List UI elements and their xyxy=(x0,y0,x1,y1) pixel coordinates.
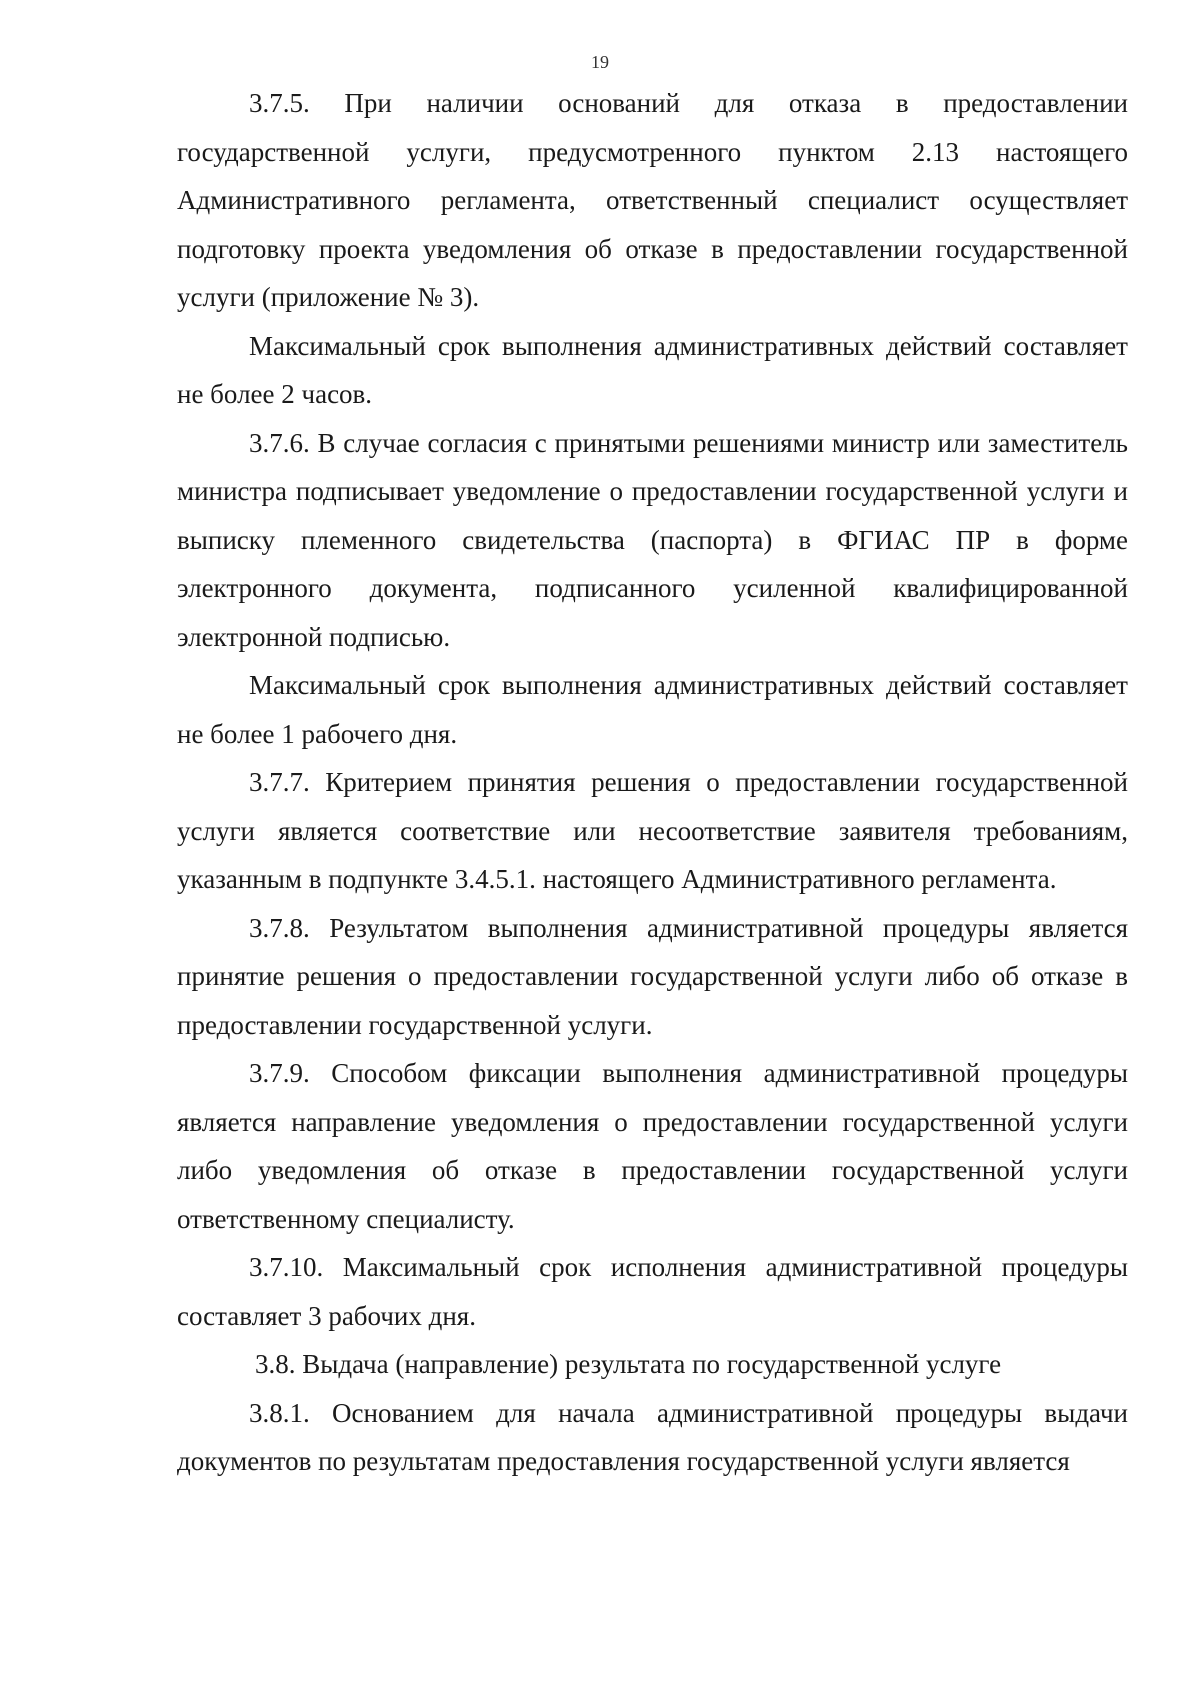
paragraph-3-7-9: 3.7.9. Способом фиксации выполнения административной процедуры является направление уведомления о предоставлении государственной услуги либо уведомления об отказе в предоставлении государственной услуги ответственному специалисту. xyxy=(177,1058,1128,1234)
paragraph-max-time-2-hours: Максимальный срок выполнения административных действий составляет не более 2 часов. xyxy=(177,330,1128,409)
section-heading-3-8: 3.8. Выдача (направление) результата по государственной услуге xyxy=(255,1349,1002,1379)
paragraph-max-time-1-day: Максимальный срок выполнения административных действий составляет не более 1 рабочего дня. xyxy=(177,670,1128,749)
page-number: 19 xyxy=(591,52,609,72)
paragraph-3-7-8: 3.7.8. Результатом выполнения административной процедуры является принятие решения о предоставлении государственной услуги либо об отказе в предоставлении государственной услуги. xyxy=(177,912,1128,1040)
document-body xyxy=(177,79,1128,1486)
paragraph-3-7-6: 3.7.6. В случае согласия с принятыми решениями министр или заместитель министра подписывает уведомление о предоставлении государственной услуги и выписку племенного свидетельства (паспорта) в ФГИАС ПР в форме электронного документа, подписанного усиленной квалифицированной электронной подписью. xyxy=(177,427,1128,652)
paragraph-3-7-10: 3.7.10. Максимальный срок исполнения административной процедуры составляет 3 рабочих дня. xyxy=(177,1252,1128,1331)
paragraph-3-7-5: 3.7.5. При наличии оснований для отказа в предоставлении государственной услуги, предусмотренного пунктом 2.13 настоящего Административного регламента, ответственный специалист осуществляет подготовку проекта уведомления об отказе в предоставлении государственной услуги (приложение № 3). xyxy=(177,88,1128,312)
paragraph-3-7-7: 3.7.7. Критерием принятия решения о предоставлении государственной услуги является соответствие или несоответствие заявителя требованиям, указанным в подпункте 3.4.5.1. настоящего Административного регламента. xyxy=(177,767,1128,894)
paragraph-3-8-1: 3.8.1. Основанием для начала административной процедуры выдачи документов по результатам предоставления государственной услуги является xyxy=(177,1397,1128,1476)
